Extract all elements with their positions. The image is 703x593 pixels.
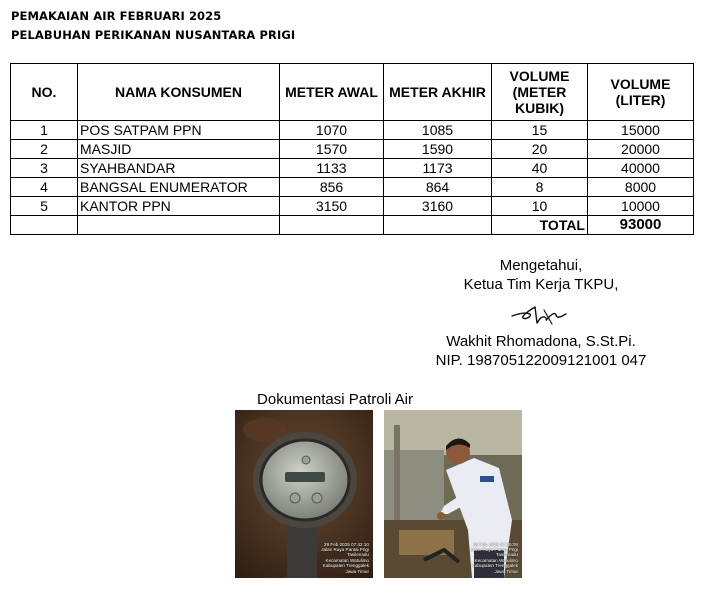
stamp-line: Kecamatan Watulimo: [474, 557, 518, 563]
total-value: 93000: [588, 216, 694, 235]
cell-nama: MASJID: [78, 140, 280, 159]
signatory-nip: NIP. 198705122009121001 047: [435, 352, 647, 369]
stamp-line: Jalan Raya Pantai Prigi: [321, 546, 369, 552]
cell-no: 3: [11, 159, 78, 178]
total-spacer: [78, 216, 280, 235]
cell-nama: KANTOR PPN: [78, 197, 280, 216]
cell-kubik: 8: [492, 178, 588, 197]
sign-greeting: Mengetahui,: [499, 257, 583, 274]
cell-kubik: 20: [492, 140, 588, 159]
cell-liter: 15000: [588, 121, 694, 140]
cell-akhir: 1590: [384, 140, 492, 159]
table-row: [11, 197, 694, 216]
document-header: [11, 7, 295, 45]
signature-block: [410, 256, 672, 370]
header-no: NO.: [11, 64, 78, 121]
cell-no: 1: [11, 121, 78, 140]
table-row: [11, 178, 694, 197]
handwritten-signature: [506, 300, 576, 330]
header-volume-liter: VOLUME (LITER): [588, 64, 694, 121]
stamp-line: Tasikmadu: [496, 552, 518, 558]
sign-position: Ketua Tim Kerja TKPU,: [463, 276, 619, 293]
total-spacer: [280, 216, 384, 235]
photo-timestamp-overlay: [279, 542, 369, 574]
header-volume-kubik: VOLUME (METER KUBIK): [492, 64, 588, 121]
stamp-line: Tasikmadu: [347, 552, 369, 558]
total-row: [11, 216, 694, 235]
stamp-line: Jawa Timur: [494, 568, 518, 574]
stamp-line: Kabupaten Trenggalek: [471, 563, 518, 569]
cell-akhir: 864: [384, 178, 492, 197]
stamp-line: Kecamatan Watulimo: [325, 557, 369, 563]
stamp-line: 28 Feb 2025 07:35:09: [473, 541, 518, 547]
cell-awal: 3150: [280, 197, 384, 216]
documentation-caption: Dokumentasi Patroli Air: [257, 391, 413, 408]
photo-officer-inspection: [384, 410, 522, 578]
cell-liter: 10000: [588, 197, 694, 216]
report-title: PEMAKAIAN AIR FEBRUARI 2025: [11, 9, 222, 23]
total-spacer: [384, 216, 492, 235]
cell-akhir: 1085: [384, 121, 492, 140]
cell-awal: 1570: [280, 140, 384, 159]
stamp-line: Kabupaten Trenggalek: [322, 563, 369, 569]
header-meter-akhir: METER AKHIR: [384, 64, 492, 121]
cell-liter: 20000: [588, 140, 694, 159]
cell-nama: BANGSAL ENUMERATOR: [78, 178, 280, 197]
table-row: [11, 159, 694, 178]
photo-water-meter: [235, 410, 373, 578]
cell-liter: 8000: [588, 178, 694, 197]
cell-nama: SYAHBANDAR: [78, 159, 280, 178]
cell-kubik: 15: [492, 121, 588, 140]
cell-liter: 40000: [588, 159, 694, 178]
header-nama-konsumen: NAMA KONSUMEN: [78, 64, 280, 121]
total-label: TOTAL: [492, 216, 588, 235]
cell-no: 5: [11, 197, 78, 216]
cell-nama: POS SATPAM PPN: [78, 121, 280, 140]
cell-awal: 856: [280, 178, 384, 197]
cell-awal: 1133: [280, 159, 384, 178]
signatory-name: Wakhit Rhomadona, S.St.Pi.: [446, 333, 636, 350]
organization-name: PELABUHAN PERIKANAN NUSANTARA PRIGI: [11, 28, 296, 42]
table-row: [11, 121, 694, 140]
stamp-line: 29 Feb 2025 07:42:10: [324, 541, 369, 547]
cell-kubik: 40: [492, 159, 588, 178]
cell-kubik: 10: [492, 197, 588, 216]
stamp-line: Jawa Timur: [345, 568, 369, 574]
table-row: [11, 140, 694, 159]
water-usage-table: [10, 63, 694, 235]
cell-awal: 1070: [280, 121, 384, 140]
table-header-row: [11, 64, 694, 121]
photo-timestamp-overlay: [428, 542, 518, 574]
cell-no: 4: [11, 178, 78, 197]
cell-akhir: 3160: [384, 197, 492, 216]
total-spacer: [11, 216, 78, 235]
cell-no: 2: [11, 140, 78, 159]
cell-akhir: 1173: [384, 159, 492, 178]
header-meter-awal: METER AWAL: [280, 64, 384, 121]
stamp-line: Jalan Raya Pantai Prigi: [470, 546, 518, 552]
